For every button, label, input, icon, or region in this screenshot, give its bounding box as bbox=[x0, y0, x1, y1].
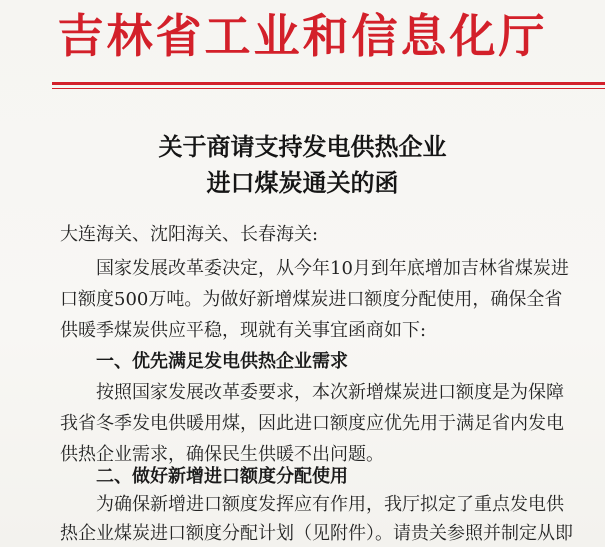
salutation: 大连海关、沈阳海关、长春海关: bbox=[60, 224, 319, 245]
letterhead-rule-thin bbox=[52, 88, 605, 89]
section-1-line: 供热企业需求，确保民生供暖不出问题。 bbox=[60, 444, 384, 465]
section-2-line: 为确保新增进口额度发挥应有作用，我厅拟定了重点发电供 bbox=[96, 494, 564, 515]
letterhead-rule-thick bbox=[52, 82, 605, 85]
section-1-line: 按照国家发展改革委要求，本次新增煤炭进口额度是为保障 bbox=[96, 382, 564, 403]
intro-line: 国家发展改革委决定，从今年10月到年底增加吉林省煤炭进 bbox=[96, 258, 569, 279]
section-1-line: 我省冬季发电供暖用煤，因此进口额度应优先用于满足省内发电 bbox=[60, 413, 564, 434]
section-1-heading: 一、优先满足发电供热企业需求 bbox=[96, 351, 348, 372]
letterhead-issuer: 吉林省工业和信息化厅 bbox=[57, 9, 548, 63]
section-2-line: 热企业煤炭进口额度分配计划（见附件）。请贵关参照并制定从即 bbox=[60, 523, 573, 544]
document-title-line-1: 关于商请支持发电供热企业 bbox=[158, 133, 447, 161]
intro-line: 口额度500万吨。为做好新增煤炭进口额度分配使用，确保全省 bbox=[60, 289, 563, 310]
section-2-heading: 二、做好新增进口额度分配使用 bbox=[96, 466, 348, 487]
intro-line: 供暖季煤炭供应平稳，现就有关事宜函商如下: bbox=[60, 320, 427, 341]
document-title-line-2: 进口煤炭通关的函 bbox=[206, 169, 399, 197]
